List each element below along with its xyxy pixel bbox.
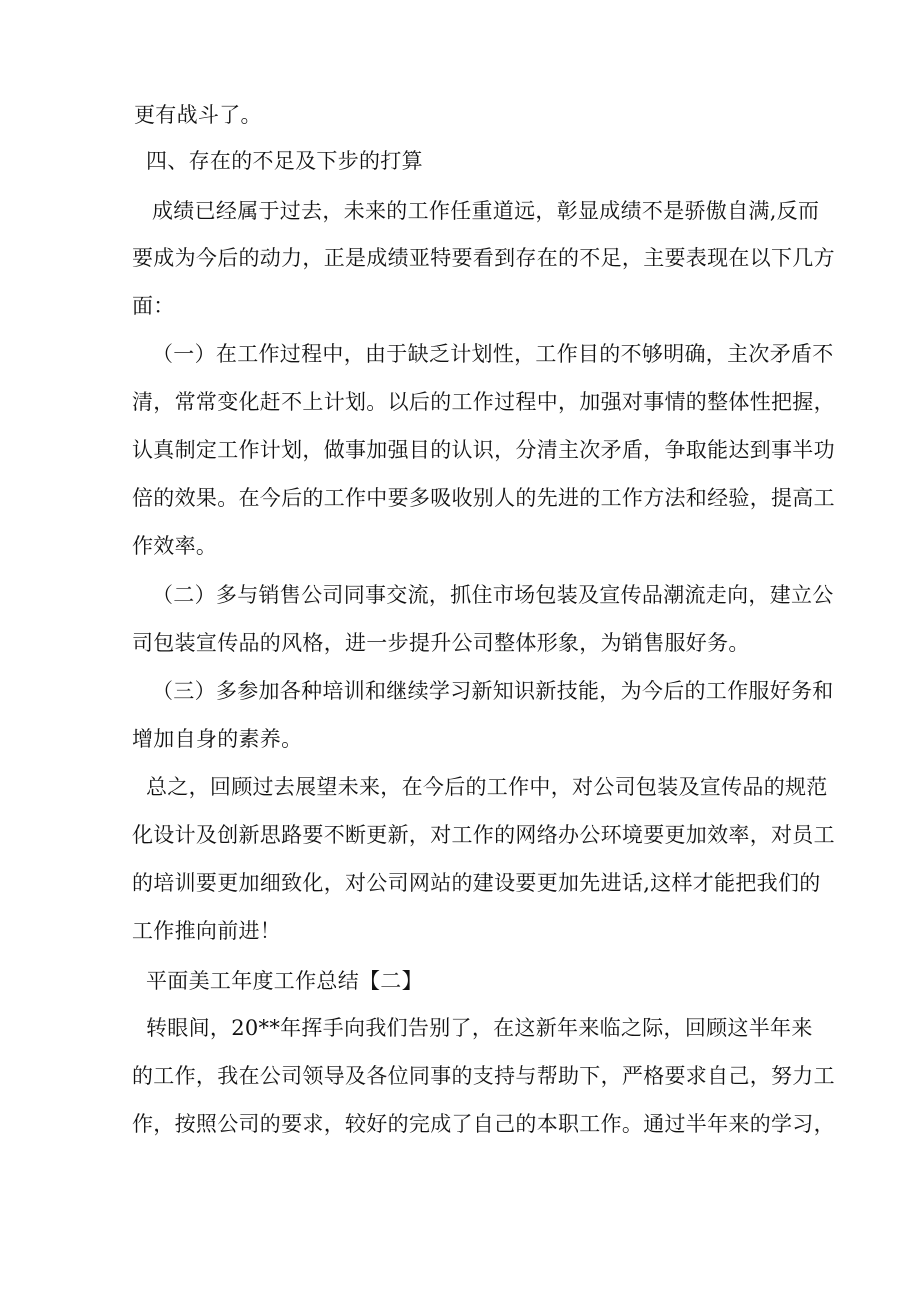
paragraph-line: 作，按照公司的要求，较好的完成了自己的本职工作。通过半年来的学习， [132,1112,835,1136]
list-item-line: （一）在工作过程中，由于缺乏计划性，工作目的不够明确，主次矛盾不 [152,342,834,366]
list-item-line: 司包装宣传品的风格，进一步提升公司整体形象，为销售服好务。 [132,631,750,655]
list-item-line: 认真制定工作计划，做事加强目的认识，分清主次矛盾，争取能达到事半功 [132,438,835,462]
paragraph-line: 要成为今后的动力，正是成绩亚特要看到存在的不足，主要表现在以下几方 [132,246,835,270]
paragraph-line: 转眼间，20**年挥手向我们告别了，在这新年来临之际，回顾这半年来 [146,1016,813,1040]
list-item-line: 倍的效果。在今后的工作中要多吸收别人的先进的工作方法和经验，提高工 [132,486,835,510]
document-subtitle: 平面美工年度工作总结【二】 [146,969,423,993]
section-heading: 四、存在的不足及下步的打算 [146,149,423,173]
paragraph-line: 工作推向前进！ [132,919,282,943]
paragraph-line: 的培训要更加细致化，对公司网站的建设要更加先进话,这样才能把我们的 [132,871,821,895]
list-item-line: 增加自身的素养。 [132,727,303,751]
list-item-line: 清，常常变化赶不上计划。以后的工作过程中，加强对事情的整体性把握， [132,390,835,414]
list-item-line: （三）多参加各种培训和继续学习新知识新技能，为今后的工作服好务和 [152,679,834,703]
paragraph-line: 的工作，我在公司领导及各位同事的支持与帮助下，严格要求自己，努力工 [132,1064,835,1088]
paragraph-line: 化设计及创新思路要不断更新，对工作的网络办公环境要更加效率，对员工 [132,823,835,847]
paragraph-line: 面： [132,294,175,318]
list-item-line: 作效率。 [132,534,218,558]
paragraph-line: 总之，回顾过去展望未来，在今后的工作中，对公司包装及宣传品的规范 [146,775,828,799]
paragraph-line: 更有战斗了。 [134,103,262,127]
list-item-line: （二）多与销售公司同事交流，抓住市场包装及宣传品潮流走向，建立公 [152,583,834,607]
paragraph-line: 成绩已经属于过去，未来的工作任重道远，彰显成绩不是骄傲自满,反而 [152,199,820,223]
